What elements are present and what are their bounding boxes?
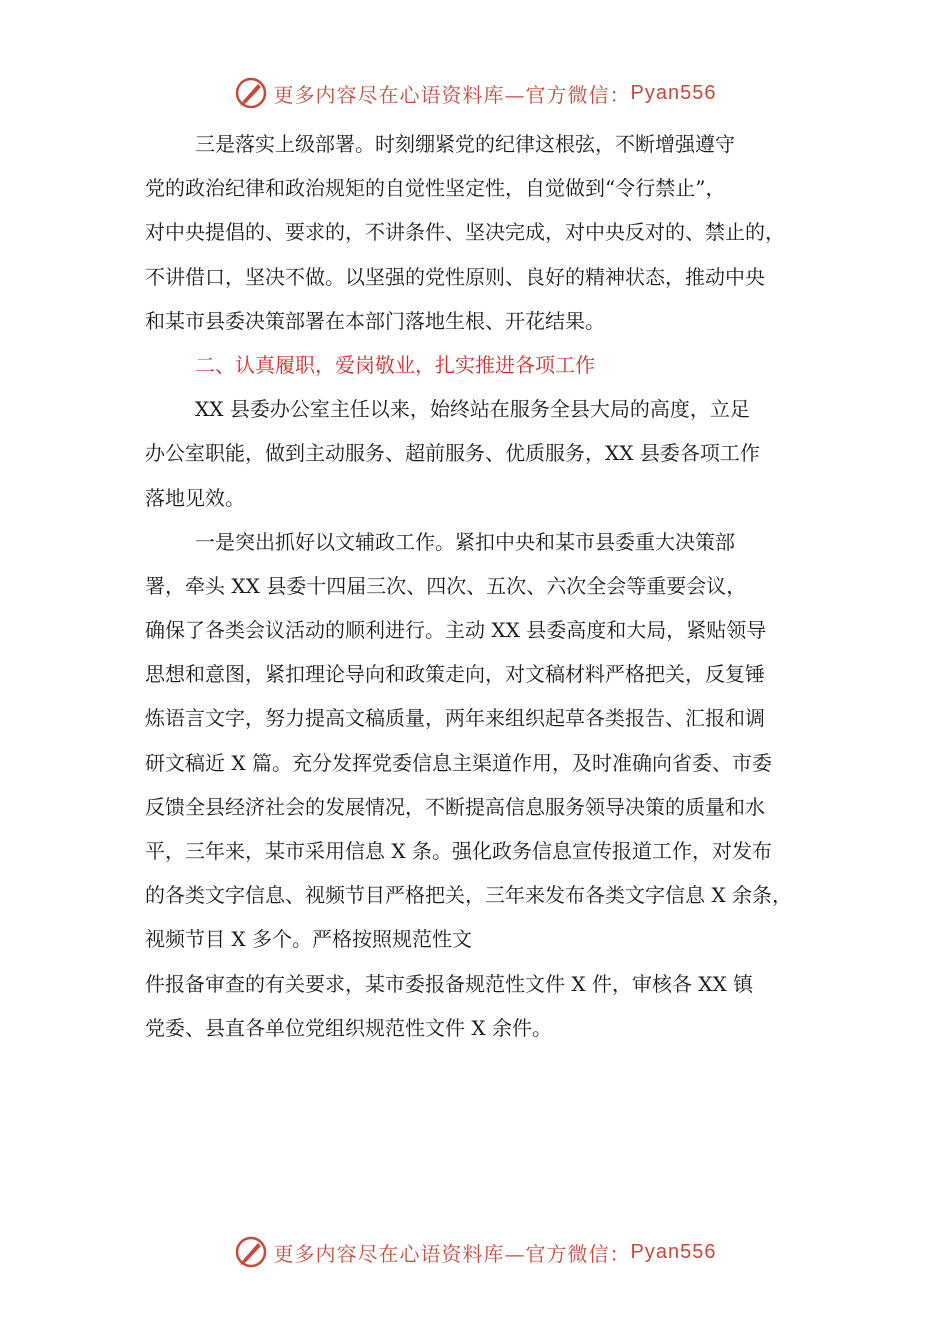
- watermark-wechat-id: Pyan556: [630, 1240, 717, 1263]
- watermark-footer: [0, 1235, 950, 1269]
- paragraph-line: 确保了各类会议活动的顺利进行。主动 XX 县委高度和大局，紧贴领导: [145, 618, 767, 643]
- paragraph-line: 署，牵头 XX 县委十四届三次、四次、五次、六次全会等重要会议，: [145, 573, 747, 598]
- paragraph-line: 炼语言文字，努力提高文稿质量，两年来组织起草各类报告、汇报和调: [145, 706, 765, 731]
- paragraph-line: 的各类文字信息、视频节目严格把关，三年来发布各类文字信息 X 余条，: [145, 883, 792, 908]
- paragraph-line: 三是落实上级部署。时刻绷紧党的纪律这根弦，不断增强遵守: [195, 132, 735, 156]
- watermark-wechat-id: Pyan556: [630, 81, 717, 104]
- watermark-header: [0, 76, 950, 110]
- paragraph-line: 件报备审查的有关要求，某市委报备规范性文件 X 件，审核各 XX 镇: [145, 971, 754, 996]
- section-heading: 二、认真履职，爱岗敬业，扎实推进各项工作: [195, 352, 595, 377]
- paragraph-line: 思想和意图，紧扣理论导向和政策走向，对文稿材料严格把关，反复锤: [145, 662, 765, 687]
- document-body: [145, 122, 835, 1050]
- paragraph-line: 党的政治纪律和政治规矩的自觉性坚定性，自觉做到“令行禁止”，: [145, 176, 726, 201]
- paragraph-line: XX 县委办公室主任以来，始终站在服务全县大局的高度，立足: [195, 397, 750, 422]
- paragraph-line: 落地见效。: [145, 485, 245, 510]
- paragraph-line: 视频节目 X 多个。严格按照规范性文: [145, 927, 472, 952]
- paragraph-line: 和某市县委决策部署在本部门落地生根、开花结果。: [145, 308, 605, 333]
- paragraph-line: 党委、县直各单位党组织规范性文件 X 余件。: [145, 1015, 552, 1040]
- paragraph-line: 不讲借口，坚决不做。以坚强的党性原则、良好的精神状态，推动中央: [145, 264, 765, 289]
- paragraph-line: 一是突出抓好以文辅政工作。紧扣中央和某市县委重大决策部: [195, 529, 735, 554]
- paragraph-line: 对中央提倡的、要求的，不讲条件、坚决完成，对中央反对的、禁止的，: [145, 220, 785, 245]
- paragraph-line: 平，三年来，某市采用信息 X 条。强化政务信息宣传报道工作，对发布: [145, 839, 772, 863]
- paragraph-line: 反馈全县经济社会的发展情况，不断提高信息服务领导决策的质量和水: [145, 794, 765, 819]
- watermark-text: 更多内容尽在心语资料库—官方微信：: [273, 82, 631, 107]
- watermark-text: 更多内容尽在心语资料库—官方微信：: [273, 1241, 631, 1266]
- quill-logo-icon: [234, 76, 268, 110]
- paragraph-line: 研文稿近 X 篇。充分发挥党委信息主渠道作用，及时准确向省委、市委: [145, 750, 772, 775]
- quill-logo-icon: [234, 1235, 268, 1269]
- paragraph-line: 办公室职能，做到主动服务、超前服务、优质服务，XX 县委各项工作: [145, 441, 760, 466]
